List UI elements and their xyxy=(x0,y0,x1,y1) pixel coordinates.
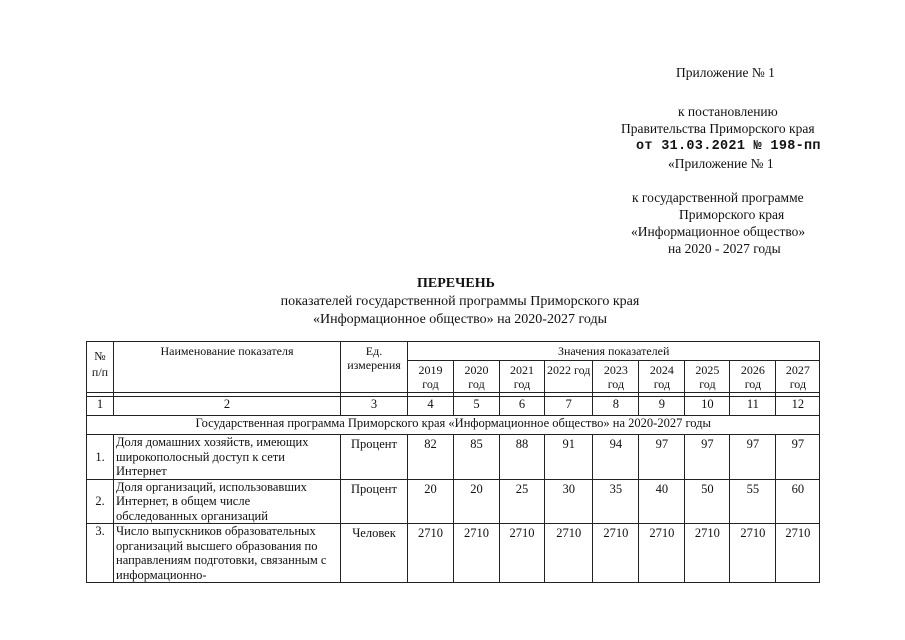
table-row xyxy=(87,479,820,524)
indicator-name-line: организаций высшего образования по xyxy=(116,538,318,553)
year-header-year: 2021 xyxy=(510,363,534,377)
indicators-table xyxy=(86,341,820,583)
column-number-cell: 3 xyxy=(341,397,408,416)
program-line-2: Приморского края xyxy=(679,207,785,222)
year-header-5 xyxy=(639,361,685,393)
table-body xyxy=(87,435,820,583)
indicator-value: 20 xyxy=(408,479,454,524)
indicator-name-line: Интернет, в общем числе xyxy=(116,494,251,508)
column-number-cell: 1 xyxy=(87,397,114,416)
col-num-header-line1: № xyxy=(94,349,106,363)
year-header-1 xyxy=(454,361,500,393)
column-number-cell: 6 xyxy=(500,397,545,416)
year-header-year: 2027 xyxy=(785,363,810,377)
document-subtitle-1: показателей государственной программы Приморского края xyxy=(280,294,640,309)
indicator-value: 97 xyxy=(685,435,730,480)
resolution-stamp: от 31.03.2021 № 198-пп xyxy=(636,139,821,154)
indicator-value: 35 xyxy=(593,479,639,524)
indicator-value: 88 xyxy=(500,435,545,480)
year-header-suffix: год xyxy=(513,377,531,391)
indicator-value: 97 xyxy=(776,435,820,480)
indicator-value: 2710 xyxy=(776,524,820,583)
resolution-line-1: к постановлению xyxy=(678,104,778,119)
program-row xyxy=(87,416,820,435)
year-header-suffix: год xyxy=(468,377,485,391)
row-number: 2. xyxy=(87,479,114,524)
year-header-2 xyxy=(500,361,545,393)
table-row xyxy=(87,524,820,583)
indicator-name-line: широкополосный доступ к сети xyxy=(116,449,285,464)
indicator-value: 40 xyxy=(639,479,685,524)
column-number-cell: 8 xyxy=(593,397,639,416)
document-title: ПЕРЕЧЕНЬ xyxy=(417,276,495,291)
year-header-3 xyxy=(545,361,593,393)
year-header-0 xyxy=(408,361,454,393)
year-header-suffix: год xyxy=(653,377,671,391)
indicator-name-line: Доля домашних хозяйств, имеющих xyxy=(116,435,309,449)
year-header-8 xyxy=(776,361,820,393)
resolution-line-2: Правительства Приморского края xyxy=(621,121,815,136)
year-header-4 xyxy=(593,361,639,393)
indicator-value: 20 xyxy=(454,479,500,524)
year-header-year: 2022 год xyxy=(547,363,591,377)
indicator-name-line: направлениям подготовки, связанным с xyxy=(116,553,327,567)
column-number-cell: 11 xyxy=(730,397,776,416)
indicator-value: 30 xyxy=(545,479,593,524)
year-header-6 xyxy=(685,361,730,393)
year-header-year: 2023 xyxy=(603,363,628,377)
indicator-name-line: Число выпускников образовательных xyxy=(116,524,316,538)
indicator-name-line: Интернет xyxy=(116,464,167,478)
indicator-value: 91 xyxy=(545,435,593,480)
table-header-row-1 xyxy=(87,342,820,361)
year-header-year: 2019 xyxy=(418,363,443,377)
indicator-value: 94 xyxy=(593,435,639,480)
year-header-suffix: год xyxy=(789,377,807,391)
indicator-name-line: информационно- xyxy=(116,567,207,582)
year-header-suffix: год xyxy=(699,377,716,391)
year-header-suffix: год xyxy=(744,377,762,391)
indicator-value: 2710 xyxy=(454,524,500,583)
table-row xyxy=(87,435,820,480)
row-number: 3. xyxy=(87,524,114,583)
col-name-header: Наименование показателя xyxy=(114,342,341,393)
program-row-cell: Государственная программа Приморского края «Информационное общество» на 2020-2027 годы xyxy=(87,416,820,435)
column-number-cell: 9 xyxy=(639,397,685,416)
year-header-year: 2025 xyxy=(695,363,720,377)
col-unit-header-line1: Ед. xyxy=(365,344,383,358)
col-num-header-line2: п/п xyxy=(91,365,109,379)
col-unit-header xyxy=(341,342,408,393)
column-number-cell: 7 xyxy=(545,397,593,416)
indicator-value: 85 xyxy=(454,435,500,480)
program-line-1: к государственной программе xyxy=(632,190,804,205)
col-unit-header-line2: измерения xyxy=(347,358,401,372)
appendix-label: Приложение № 1 xyxy=(676,65,775,80)
column-number-row xyxy=(87,397,820,416)
indicator-value: 2710 xyxy=(685,524,730,583)
indicator-name xyxy=(114,524,341,583)
indicator-value: 2710 xyxy=(500,524,545,583)
indicator-name-line: обследованных организаций xyxy=(116,508,268,523)
column-number-cell: 10 xyxy=(685,397,730,416)
indicator-name-line: Доля организаций, использовавших xyxy=(116,479,307,494)
indicator-unit: Процент xyxy=(341,479,408,524)
year-header-suffix: год xyxy=(422,377,439,391)
indicator-value: 50 xyxy=(685,479,730,524)
year-header-suffix: год xyxy=(607,377,625,391)
indicator-value: 97 xyxy=(639,435,685,480)
indicator-value: 97 xyxy=(730,435,776,480)
col-num-header xyxy=(87,342,114,393)
indicator-value: 2710 xyxy=(593,524,639,583)
program-line-3: «Информационное общество» xyxy=(631,224,806,239)
document-subtitle-2: «Информационное общество» на 2020-2027 годы xyxy=(313,312,607,327)
indicator-name xyxy=(114,479,341,524)
indicator-unit: Процент xyxy=(341,435,408,480)
column-number-cell: 12 xyxy=(776,397,820,416)
indicator-value: 2710 xyxy=(639,524,685,583)
year-header-7 xyxy=(730,361,776,393)
indicator-value: 2710 xyxy=(545,524,593,583)
row-number: 1. xyxy=(87,435,114,480)
indicator-name xyxy=(114,435,341,480)
indicator-value: 55 xyxy=(730,479,776,524)
year-header-year: 2026 xyxy=(740,363,765,377)
indicator-value: 82 xyxy=(408,435,454,480)
column-number-cell: 5 xyxy=(454,397,500,416)
indicator-value: 2710 xyxy=(408,524,454,583)
indicator-value: 2710 xyxy=(730,524,776,583)
year-header-year: 2024 xyxy=(649,363,674,377)
values-group-header: Значения показателей xyxy=(408,342,820,361)
year-header-year: 2020 xyxy=(464,363,489,377)
indicator-value: 25 xyxy=(500,479,545,524)
column-number-cell: 2 xyxy=(114,397,341,416)
appendix-2-label: «Приложение № 1 xyxy=(668,156,774,171)
indicator-value: 60 xyxy=(776,479,820,524)
column-number-cell: 4 xyxy=(408,397,454,416)
indicator-unit: Человек xyxy=(341,524,408,583)
program-line-4: на 2020 - 2027 годы xyxy=(668,241,781,256)
